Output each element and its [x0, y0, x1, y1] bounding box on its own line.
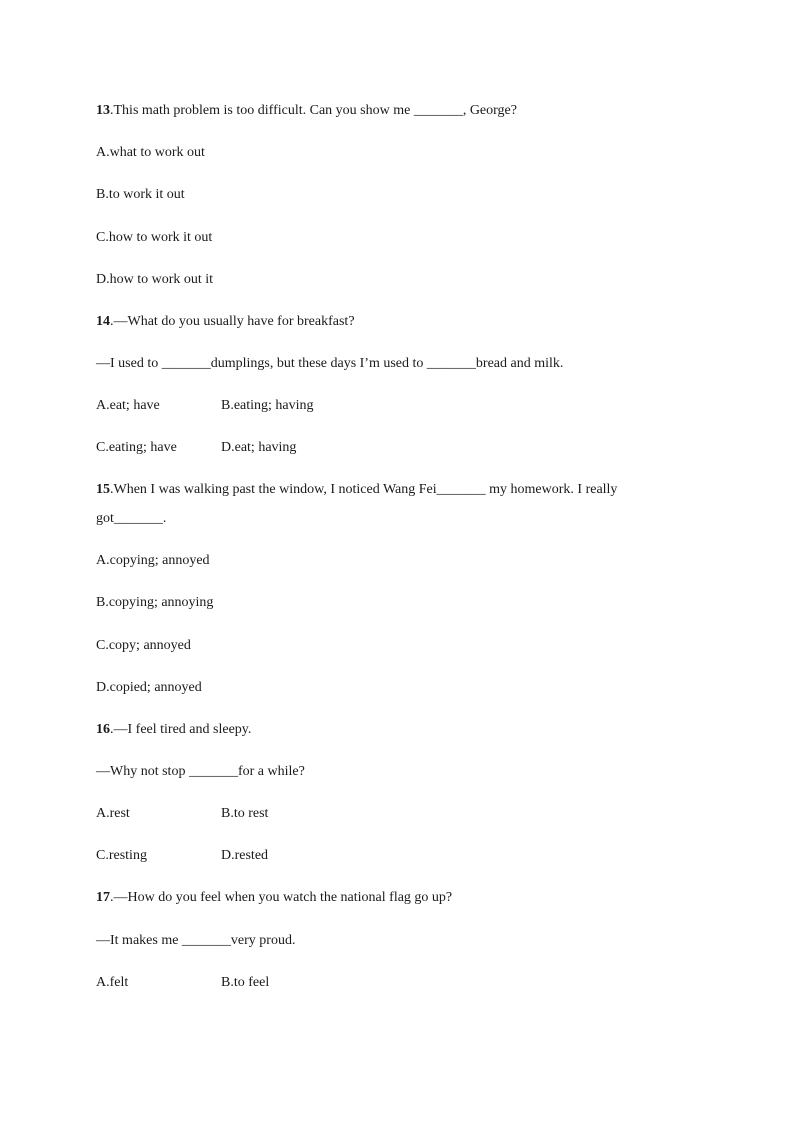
question-16-option-a: A.rest: [96, 806, 130, 821]
question-14-reply: —I used to _______dumplings, but these days I’m used to _______bread and milk.: [96, 356, 564, 371]
question-15-option-a: A.copying; annoyed: [96, 553, 210, 568]
question-text: .—What do you usually have for breakfast?: [110, 314, 355, 329]
question-17-option-b: B.to feel: [221, 975, 270, 990]
question-text: .When I was walking past the window, I noticed Wang Fei_______ my homework. I really: [110, 482, 618, 497]
question-15-stem: [96, 481, 617, 499]
question-13-option-d: D.how to work out it: [96, 272, 214, 287]
question-16-reply: —Why not stop _______for a while?: [96, 764, 305, 779]
question-number: 15: [96, 482, 110, 497]
question-text: .—I feel tired and sleepy.: [110, 722, 252, 737]
question-text: .—How do you feel when you watch the national flag go up?: [110, 890, 453, 905]
question-14-stem: [96, 313, 355, 331]
question-16-option-d: D.rested: [221, 848, 269, 863]
question-17-option-a: A.felt: [96, 975, 129, 990]
question-16-option-c: C.resting: [96, 848, 147, 863]
question-15-stem-continued: got_______.: [96, 511, 167, 526]
question-13-option-b: B.to work it out: [96, 187, 185, 202]
question-number: 16: [96, 722, 110, 737]
question-number: 14: [96, 314, 110, 329]
question-15-option-b: B.copying; annoying: [96, 595, 214, 610]
question-number: 13: [96, 103, 110, 118]
question-17-stem: [96, 889, 452, 907]
question-text: .This math problem is too difficult. Can you show me _______, George?: [110, 103, 517, 118]
question-14-option-b: B.eating; having: [221, 398, 314, 413]
question-16-stem: [96, 721, 251, 739]
question-16-option-b: B.to rest: [221, 806, 269, 821]
question-14-option-d: D.eat; having: [221, 440, 297, 455]
question-13-stem: [96, 102, 517, 120]
question-15-option-d: D.copied; annoyed: [96, 680, 202, 695]
question-14-option-c: C.eating; have: [96, 440, 177, 455]
question-13-option-a: A.what to work out: [96, 145, 205, 160]
question-15-option-c: C.copy; annoyed: [96, 638, 191, 653]
question-14-option-a: A.eat; have: [96, 398, 160, 413]
question-number: 17: [96, 890, 110, 905]
question-13-option-c: C.how to work it out: [96, 230, 213, 245]
question-17-reply: —It makes me _______very proud.: [96, 933, 296, 948]
